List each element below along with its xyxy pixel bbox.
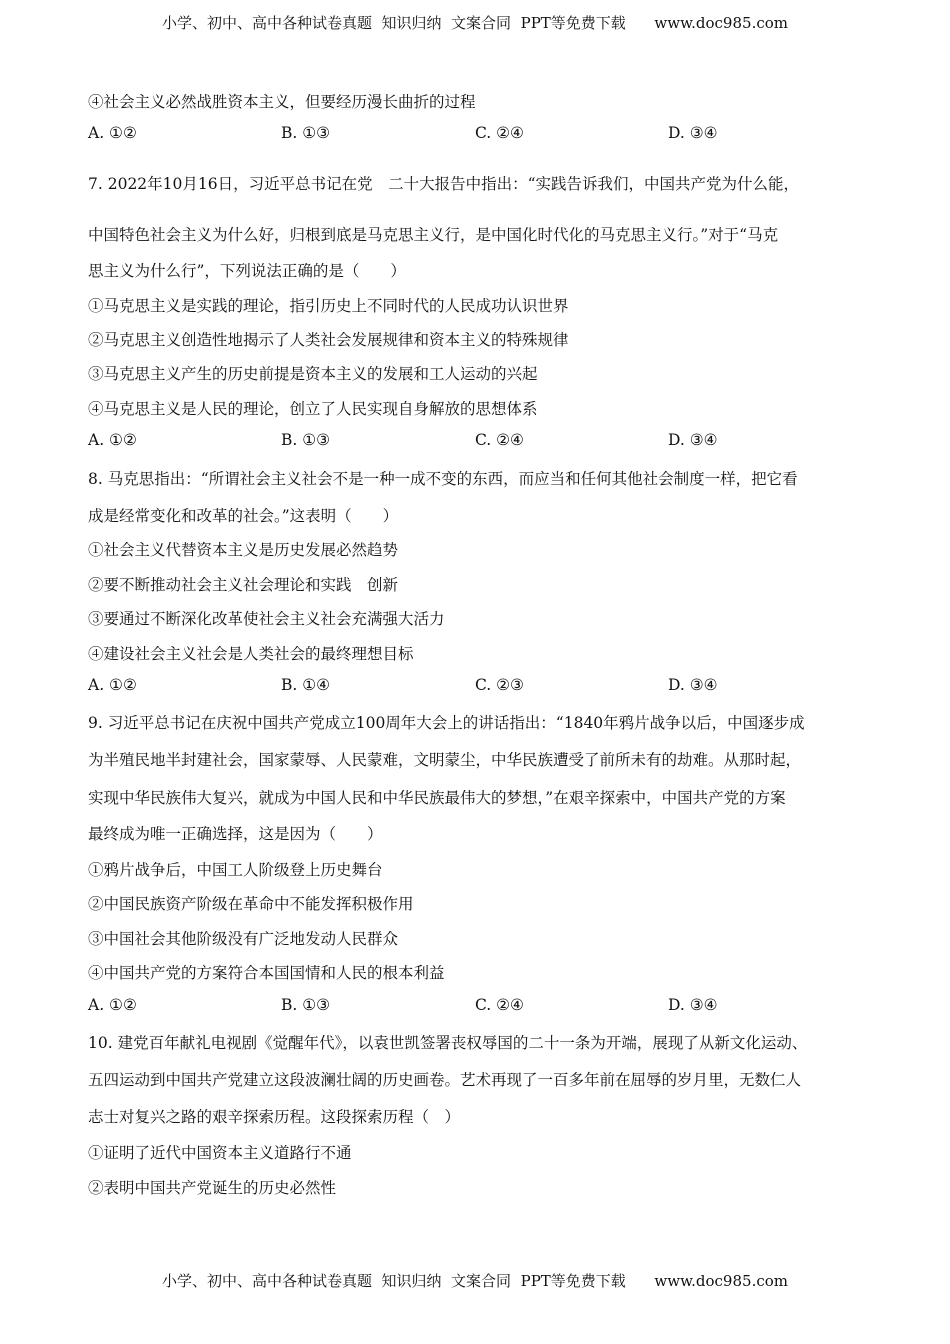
option-a: A. ①② [88, 124, 137, 142]
q9-stem-line-3: 实现中华民族伟大复兴，就成为中国人民和中华民族最伟大的梦想，”在艰辛探索中，中国共产党的方案 [88, 789, 786, 807]
q6-options [88, 124, 788, 146]
q9-item-1: ①鸦片战争后，中国工人阶级登上历史舞台 [88, 861, 383, 879]
q8-item-1: ①社会主义代替资本主义是历史发展必然趋势 [88, 541, 399, 559]
option-b: B. ①③ [281, 124, 331, 142]
q7-options [88, 431, 788, 453]
q7-item-3: ③马克思主义产生的历史前提是资本主义的发展和工人运动的兴起 [88, 365, 538, 383]
q8-item-3: ③要通过不断深化改革使社会主义社会充满强大活力 [88, 610, 445, 628]
option-d: D. ③④ [668, 676, 718, 694]
q7-stem-line-2: 中国特色社会主义为什么好，归根到底是马克思主义行，是中国化时代化的马克思主义行。”对于“马克 [88, 226, 779, 244]
q7-item-2: ②马克思主义创造性地揭示了人类社会发展规律和资本主义的特殊规律 [88, 331, 569, 349]
q6-item-4: ④社会主义必然战胜资本主义，但要经历漫长曲折的过程 [88, 93, 476, 111]
q7-item-4: ④马克思主义是人民的理论，创立了人民实现自身解放的思想体系 [88, 400, 538, 418]
option-c: C. ②③ [475, 676, 524, 694]
option-d: D. ③④ [668, 124, 718, 142]
option-c: C. ②④ [475, 124, 524, 142]
q8-stem-line-1: 8. 马克思指出：“所谓社会主义社会不是一种一成不变的东西，而应当和任何其他社会制度一样，把它看 [88, 470, 798, 488]
page-footer: 小学、初中、高中各种试卷真题 知识归纳 文案合同 PPT等免费下载 www.doc985.com [161, 1272, 788, 1290]
option-a: A. ①② [88, 996, 137, 1014]
option-b: B. ①④ [281, 676, 331, 694]
q9-options [88, 996, 788, 1018]
q7-stem-line-3: 思主义为什么行”，下列说法正确的是（ ） [88, 262, 406, 280]
q8-item-4: ④建设社会主义社会是人类社会的最终理想目标 [88, 645, 414, 663]
q10-item-2: ②表明中国共产党诞生的历史必然性 [88, 1179, 337, 1197]
q10-stem-line-1: 10. 建党百年献礼电视剧《觉醒年代》，以袁世凯签署丧权辱国的二十一条为开端，展现了从新文化运动、 [88, 1034, 808, 1052]
option-c: C. ②④ [475, 431, 524, 449]
q9-item-3: ③中国社会其他阶级没有广泛地发动人民群众 [88, 930, 399, 948]
q10-stem-line-3: 志士对复兴之路的艰辛探索历程。这段探索历程（ ） [88, 1108, 461, 1126]
option-d: D. ③④ [668, 431, 718, 449]
q9-stem-line-4: 最终成为唯一正确选择，这是因为（ ） [88, 825, 383, 843]
q9-stem-line-1: 9. 习近平总书记在庆祝中国共产党成立100周年大会上的讲话指出：“1840年鸦片战争以后，中国逐步成 [88, 714, 805, 732]
q7-stem-line-1: 7. 2022年10月16日，习近平总书记在党 二十大报告中指出：“实践告诉我们，中国共产党为什么能， [88, 175, 800, 193]
option-b: B. ①③ [281, 996, 331, 1014]
q7-item-1: ①马克思主义是实践的理论，指引历史上不同时代的人民成功认识世界 [88, 297, 569, 315]
page-header: 小学、初中、高中各种试卷真题 知识归纳 文案合同 PPT等免费下载 www.doc985.com [161, 14, 788, 32]
q8-stem-line-2: 成是经常变化和改革的社会。”这表明（ ） [88, 507, 399, 525]
q8-options [88, 676, 788, 698]
q9-stem-line-2: 为半殖民地半封建社会，国家蒙辱、人民蒙难，文明蒙尘，中华民族遭受了前所未有的劫难。从那时起， [88, 751, 802, 769]
option-d: D. ③④ [668, 996, 718, 1014]
q10-stem-line-2: 五四运动到中国共产党建立这段波澜壮阔的历史画卷。艺术再现了一百多年前在屈辱的岁月里，无数仁人 [88, 1071, 802, 1089]
q9-item-2: ②中国民族资产阶级在革命中不能发挥积极作用 [88, 895, 414, 913]
option-a: A. ①② [88, 676, 137, 694]
q9-item-4: ④中国共产党的方案符合本国国情和人民的根本利益 [88, 964, 445, 982]
option-c: C. ②④ [475, 996, 524, 1014]
option-b: B. ①③ [281, 431, 331, 449]
option-a: A. ①② [88, 431, 137, 449]
q10-item-1: ①证明了近代中国资本主义道路行不通 [88, 1144, 352, 1162]
q8-item-2: ②要不断推动社会主义社会理论和实践 创新 [88, 576, 399, 594]
